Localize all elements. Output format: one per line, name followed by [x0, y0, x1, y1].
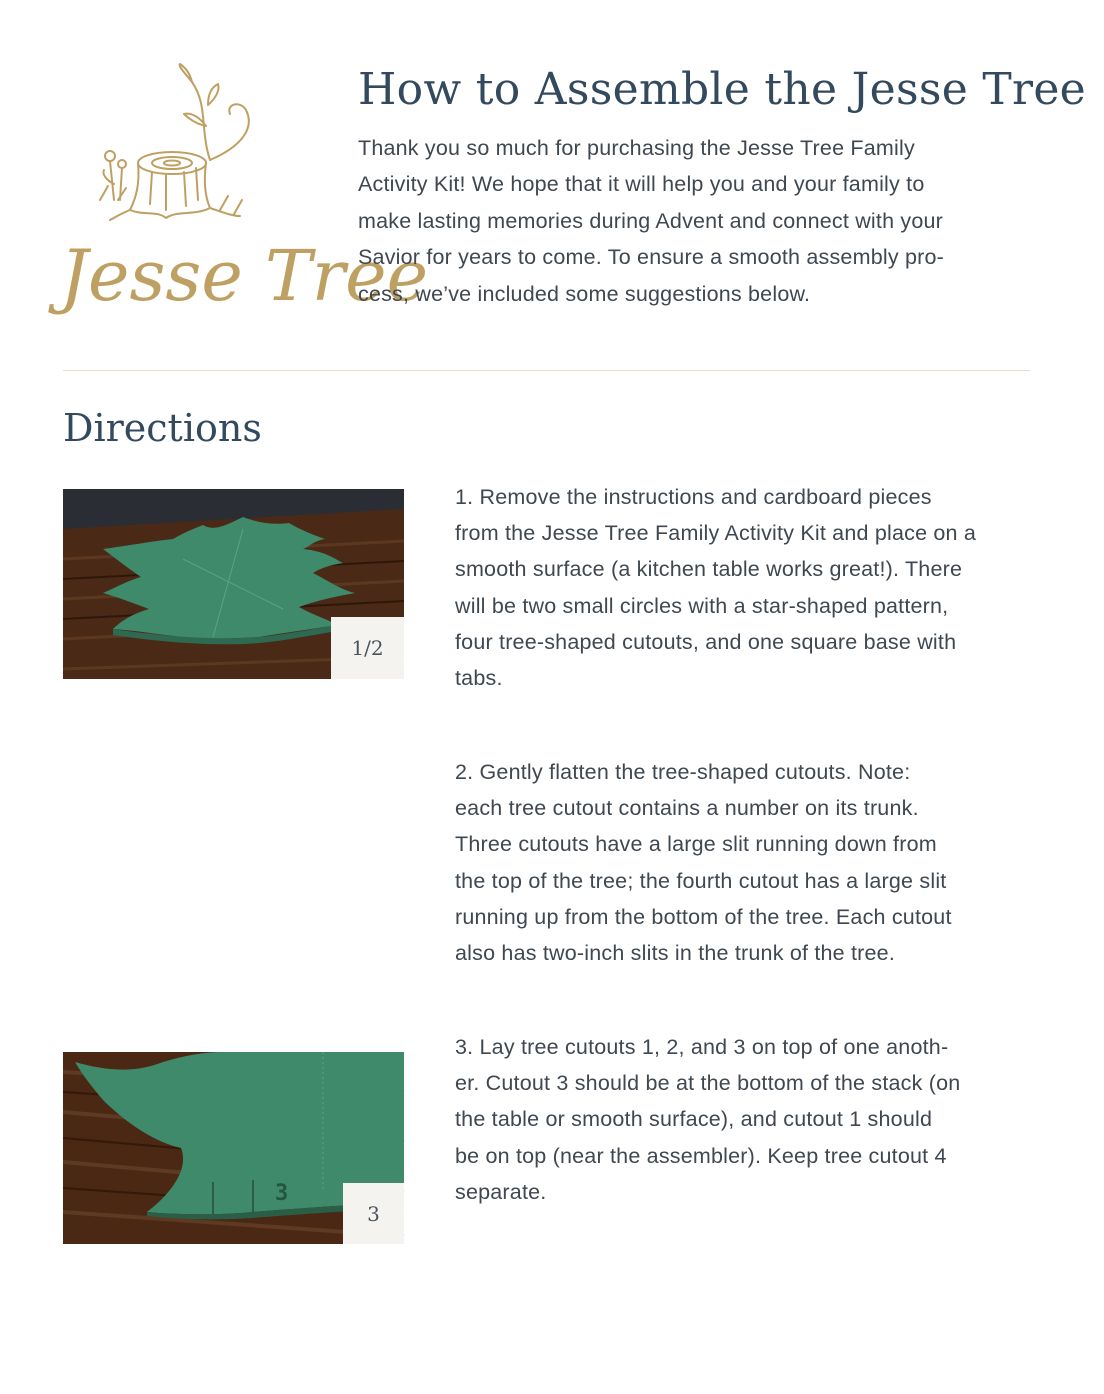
intro-line: cess, we’ve included some suggestions below.	[358, 281, 811, 306]
step-line: Three cutouts have a large slit running down from	[455, 832, 937, 857]
jesse-tree-logo	[60, 60, 429, 317]
step-line: 1. Remove the instructions and cardboard pieces	[455, 485, 932, 509]
intro-paragraph	[358, 130, 1058, 312]
step-line: four tree-shaped cutouts, and one square base with	[455, 629, 957, 654]
step-line: will be two small circles with a star-shaped pattern,	[455, 593, 949, 618]
intro-line: make lasting memories during Advent and connect with your	[358, 208, 944, 233]
section-divider	[63, 370, 1030, 371]
step-3-photo	[63, 1052, 404, 1244]
step-line: separate.	[455, 1179, 547, 1204]
step-line: also has two-inch slits in the trunk of the tree.	[455, 941, 896, 966]
photo-counter-badge: 1/2	[331, 617, 404, 679]
tree-stump-icon	[60, 60, 429, 317]
step-line: 2. Gently flatten the tree-shaped cutouts. Note:	[455, 760, 911, 784]
step-line: each tree cutout contains a number on its trunk.	[455, 796, 919, 821]
logo-wordmark: Jesse Tree	[60, 235, 429, 317]
step-line: the table or smooth surface), and cutout 1 should	[455, 1107, 933, 1132]
intro-line: Thank you so much for purchasing the Jesse Tree Family	[358, 136, 915, 160]
step-line: tabs.	[455, 666, 503, 691]
step-line: er. Cutout 3 should be at the bottom of the stack (on	[455, 1071, 961, 1096]
step-1-photo	[63, 489, 404, 679]
intro-line: Savior for years to come. To ensure a smooth assembly pro-	[358, 245, 944, 270]
step-line: the top of the tree; the fourth cutout has a large slit	[455, 868, 947, 893]
step-3-text	[455, 1029, 1075, 1210]
step-line: running up from the bottom of the tree. Each cutout	[455, 904, 952, 929]
step-2-text	[455, 754, 1075, 971]
step-line: 3. Lay tree cutouts 1, 2, and 3 on top of one anoth-	[455, 1035, 949, 1059]
intro-line: Activity Kit! We hope that it will help you and your family to	[358, 172, 925, 197]
step-1-text	[455, 479, 1075, 696]
step-line: from the Jesse Tree Family Activity Kit and place on a	[455, 521, 977, 546]
directions-heading: Directions	[63, 406, 262, 450]
page-title: How to Assemble the Jesse Tree	[358, 64, 1086, 115]
photo-counter-badge: 3	[343, 1183, 404, 1244]
trunk-number-label: 3	[275, 1181, 289, 1206]
step-line: smooth surface (a kitchen table works great!). There	[455, 557, 963, 582]
step-line: be on top (near the assembler). Keep tree cutout 4	[455, 1143, 947, 1168]
